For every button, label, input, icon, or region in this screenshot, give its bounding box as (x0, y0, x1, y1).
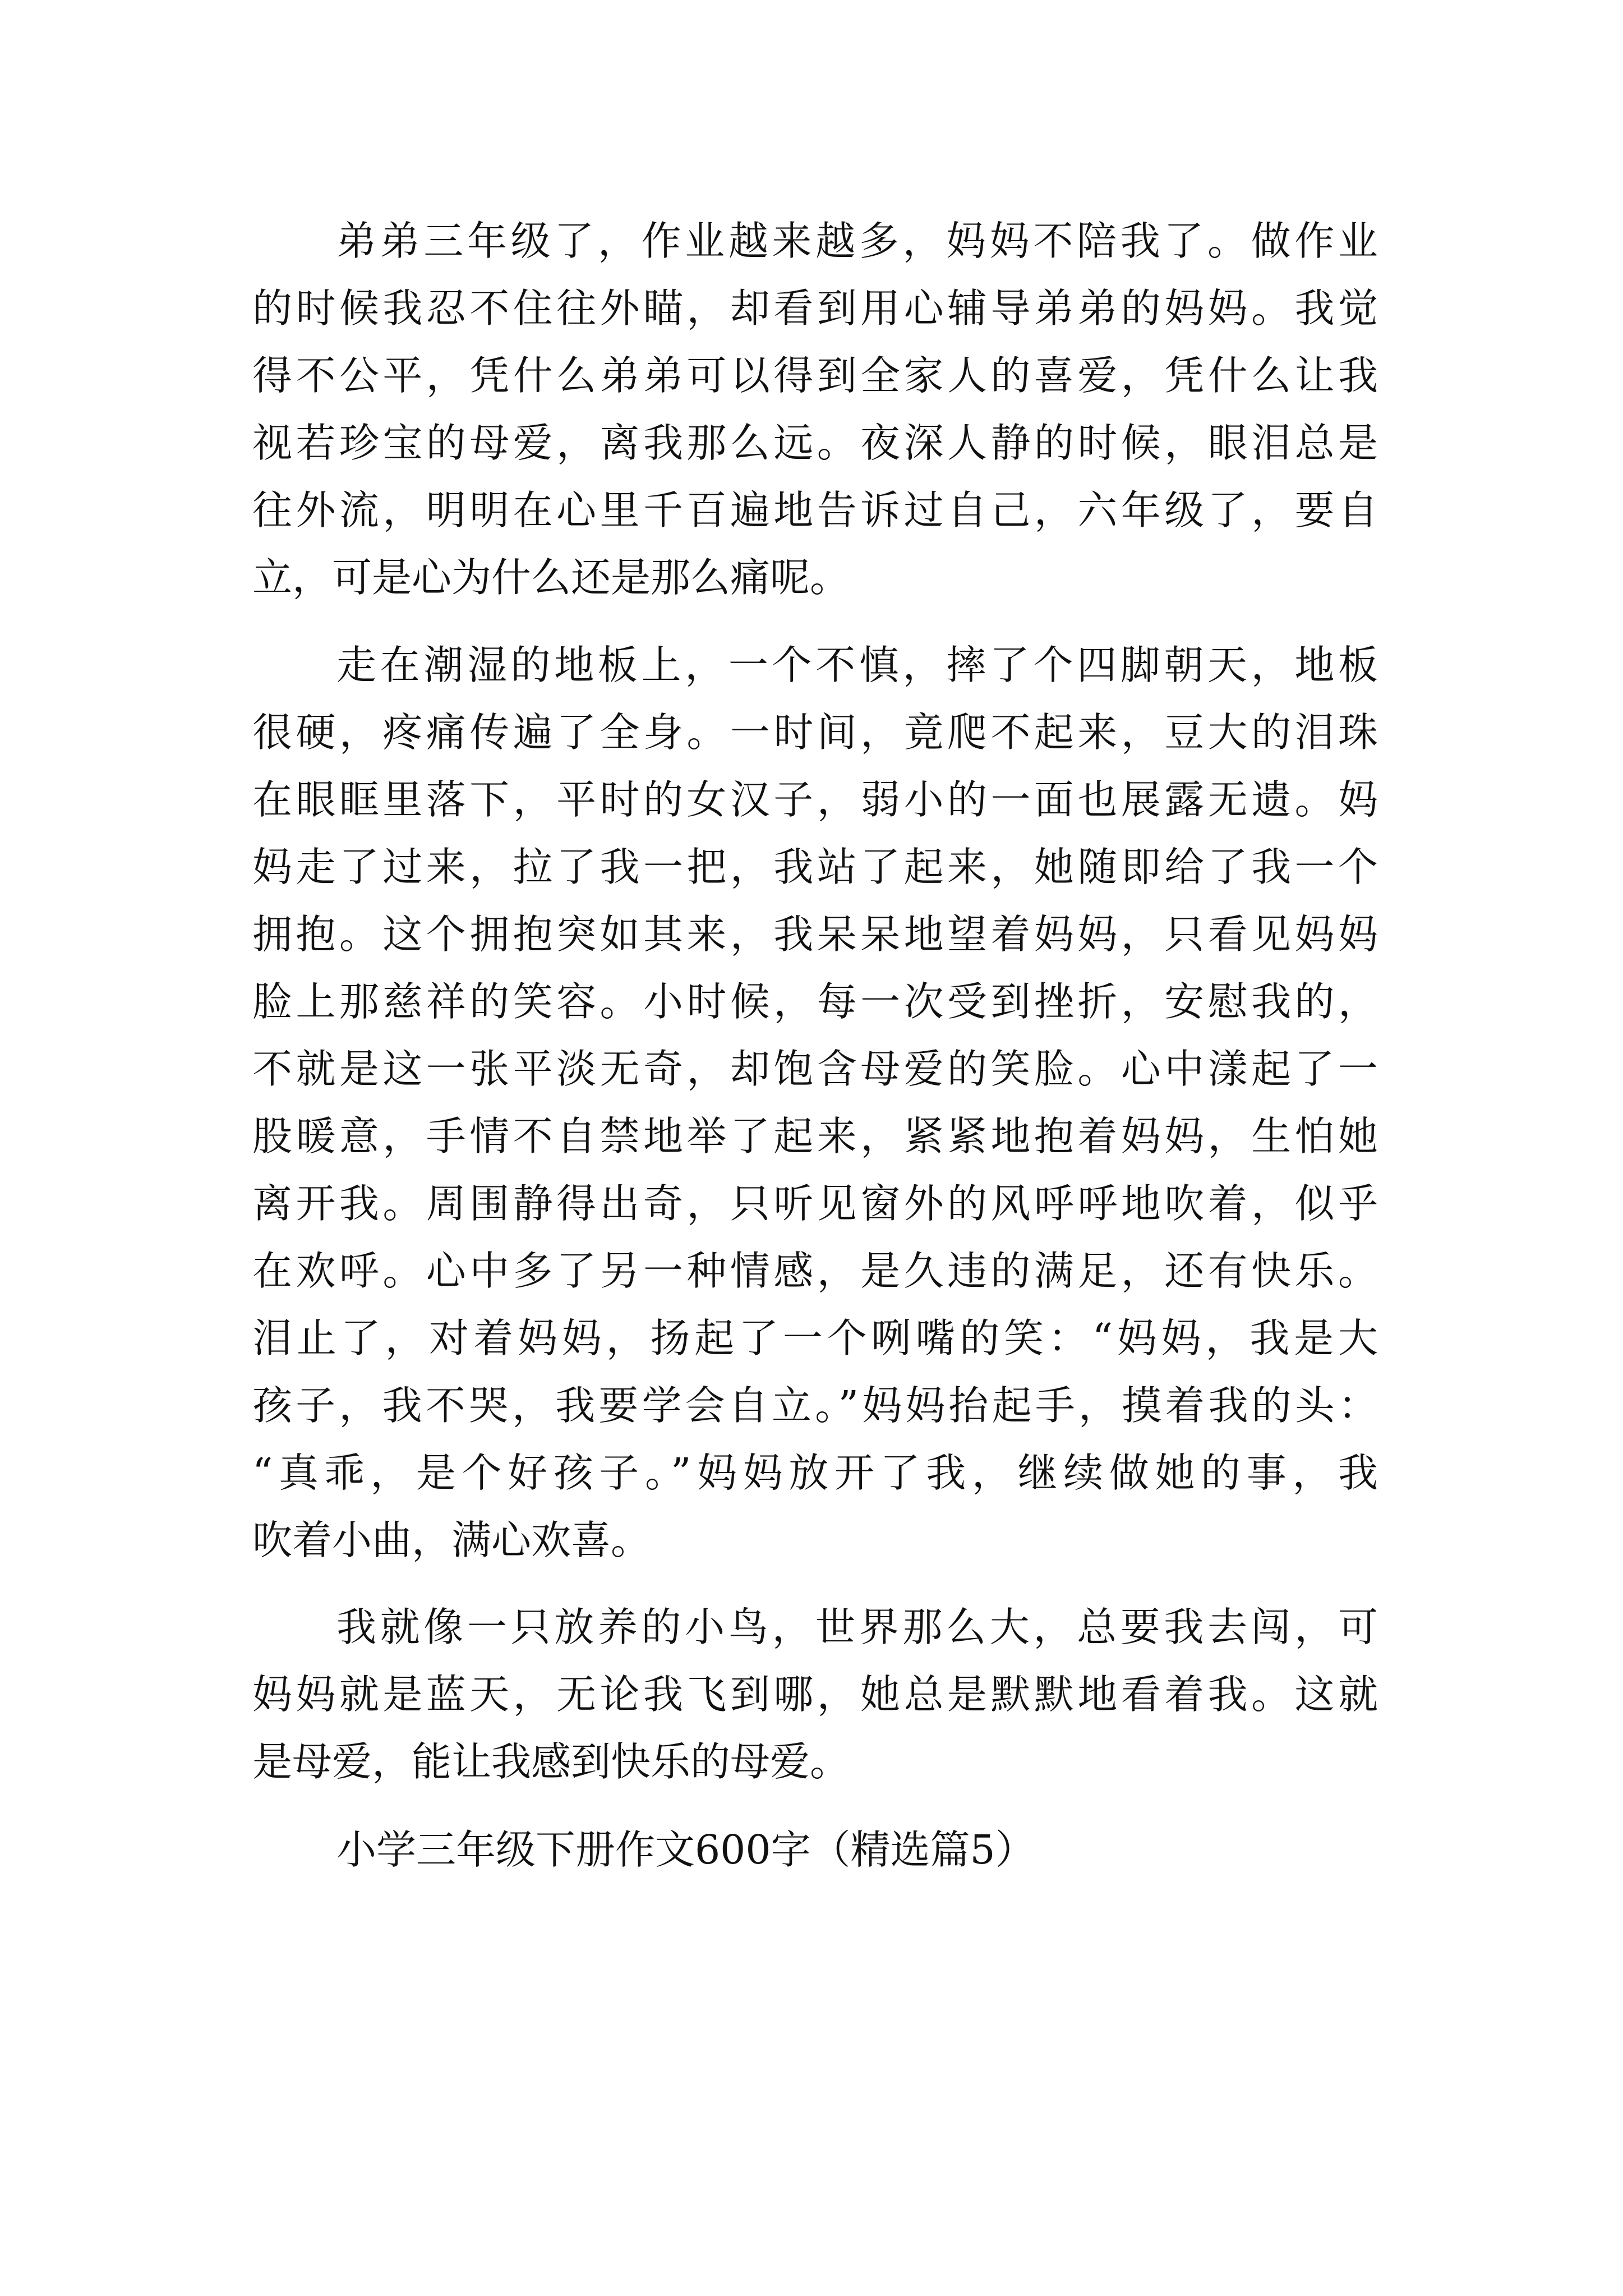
text-line: 泪止了，对着妈妈，扬起了一个咧嘴的笑：“妈妈，我是大 (252, 1315, 1378, 1361)
text-line: 立，可是心为什么还是那么痛呢。 (252, 554, 850, 601)
text-line: 不就是这一张平淡无奇，却饱含母爱的笑脸。心中漾起了一 (252, 1046, 1378, 1092)
text-line: 很硬，疼痛传遍了全身。一时间，竟爬不起来，豆大的泪珠 (252, 709, 1378, 756)
text-line: 妈妈就是蓝天，无论我飞到哪，她总是默默地看着我。这就 (252, 1671, 1378, 1718)
text-line: 吹着小曲，满心欢喜。 (252, 1517, 651, 1563)
text-line: 妈走了过来，拉了我一把，我站了起来，她随即给了我一个 (252, 844, 1378, 890)
text-line: 走在潮湿的地板上，一个不慎，摔了个四脚朝天，地板 (336, 642, 1378, 688)
section-title: 小学三年级下册作文600字（精选篇5） (336, 1826, 1035, 1873)
text-line: 我就像一只放养的小鸟，世界那么大，总要我去闯，可 (336, 1604, 1378, 1650)
text-line: “真乖，是个好孩子。”妈妈放开了我，继续做她的事，我 (252, 1450, 1378, 1496)
text-line: 离开我。周围静得出奇，只听见窗外的风呼呼地吹着，似乎 (252, 1180, 1378, 1227)
text-line: 是母爱，能让我感到快乐的母爱。 (252, 1738, 850, 1785)
text-line: 拥抱。这个拥抱突如其来，我呆呆地望着妈妈，只看见妈妈 (252, 911, 1378, 958)
text-line: 的时候我忍不住往外瞄，却看到用心辅导弟弟的妈妈。我觉 (252, 285, 1378, 332)
text-line: 孩子，我不哭，我要学会自立。”妈妈抬起手，摸着我的头： (252, 1382, 1378, 1429)
text-line: 在欢呼。心中多了另一种情感，是久违的满足，还有快乐。 (252, 1248, 1378, 1294)
text-line: 得不公平，凭什么弟弟可以得到全家人的喜爱，凭什么让我 (252, 352, 1378, 399)
text-line: 往外流，明明在心里千百遍地告诉过自己，六年级了，要自 (252, 487, 1378, 533)
text-line: 视若珍宝的母爱，离我那么远。夜深人静的时候，眼泪总是 (252, 420, 1378, 466)
text-line: 在眼眶里落下，平时的女汉子，弱小的一面也展露无遗。妈 (252, 776, 1378, 823)
text-line: 弟弟三年级了，作业越来越多，妈妈不陪我了。做作业 (336, 218, 1378, 264)
text-line: 股暖意，手情不自禁地举了起来，紧紧地抱着妈妈，生怕她 (252, 1113, 1378, 1159)
text-line: 脸上那慈祥的笑容。小时候，每一次受到挫折，安慰我的， (252, 978, 1378, 1025)
